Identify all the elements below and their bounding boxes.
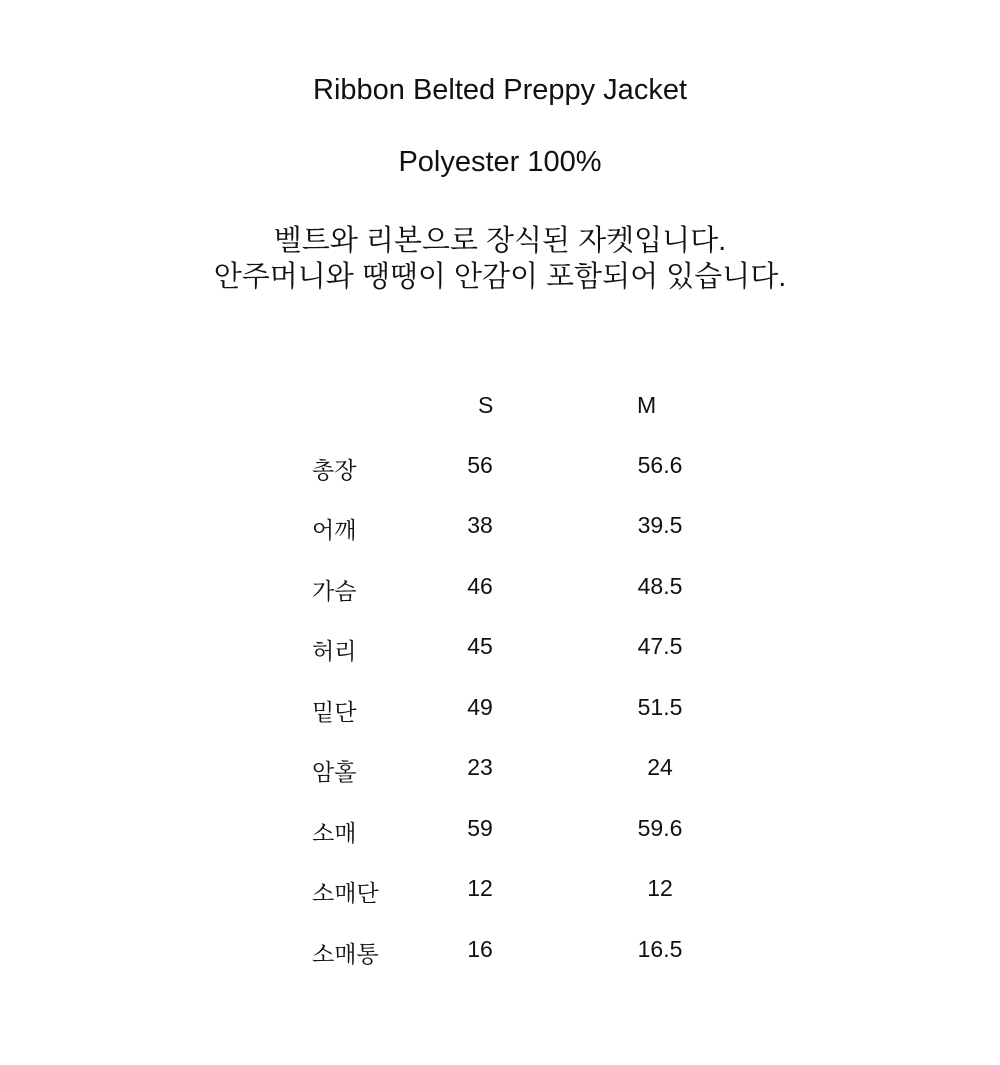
row-label: 소매단 — [312, 880, 379, 906]
table-row — [0, 512, 1000, 542]
row-label: 허리 — [312, 638, 357, 664]
row-label: 암홀 — [312, 759, 357, 785]
value-s: 46 — [467, 573, 493, 599]
column-header-s: S — [478, 392, 494, 418]
table-row — [0, 633, 1000, 663]
row-label: 가슴 — [312, 578, 357, 604]
value-s: 38 — [467, 512, 493, 538]
value-m: 56.6 — [637, 452, 683, 478]
value-m: 59.6 — [637, 815, 683, 841]
column-header-m: M — [637, 392, 657, 418]
table-row — [0, 694, 1000, 724]
value-m: 47.5 — [637, 633, 683, 659]
table-row — [0, 754, 1000, 784]
table-row — [0, 815, 1000, 845]
table-row — [0, 936, 1000, 966]
value-m: 12 — [647, 875, 673, 901]
table-row — [0, 452, 1000, 482]
value-s: 59 — [467, 815, 493, 841]
value-s: 56 — [467, 452, 493, 478]
row-label: 어깨 — [312, 517, 357, 543]
material-composition: Polyester 100% — [398, 146, 602, 178]
product-title: Ribbon Belted Preppy Jacket — [313, 74, 687, 106]
row-label: 소매통 — [312, 941, 379, 967]
value-m: 48.5 — [637, 573, 683, 599]
row-label: 밑단 — [312, 699, 357, 725]
value-s: 16 — [467, 936, 493, 962]
description-line-1: 벨트와 리본으로 장식된 자켓입니다. — [273, 225, 727, 257]
row-label: 총장 — [312, 457, 357, 483]
value-m: 51.5 — [637, 694, 683, 720]
description-line-2: 안주머니와 땡땡이 안감이 포함되어 있습니다. — [213, 261, 787, 293]
value-s: 23 — [467, 754, 493, 780]
value-m: 39.5 — [637, 512, 683, 538]
table-row — [0, 875, 1000, 905]
value-m: 16.5 — [637, 936, 683, 962]
value-s: 12 — [467, 875, 493, 901]
value-s: 49 — [467, 694, 493, 720]
value-s: 45 — [467, 633, 493, 659]
value-m: 24 — [647, 754, 673, 780]
table-row — [0, 573, 1000, 603]
row-label: 소매 — [312, 820, 357, 846]
